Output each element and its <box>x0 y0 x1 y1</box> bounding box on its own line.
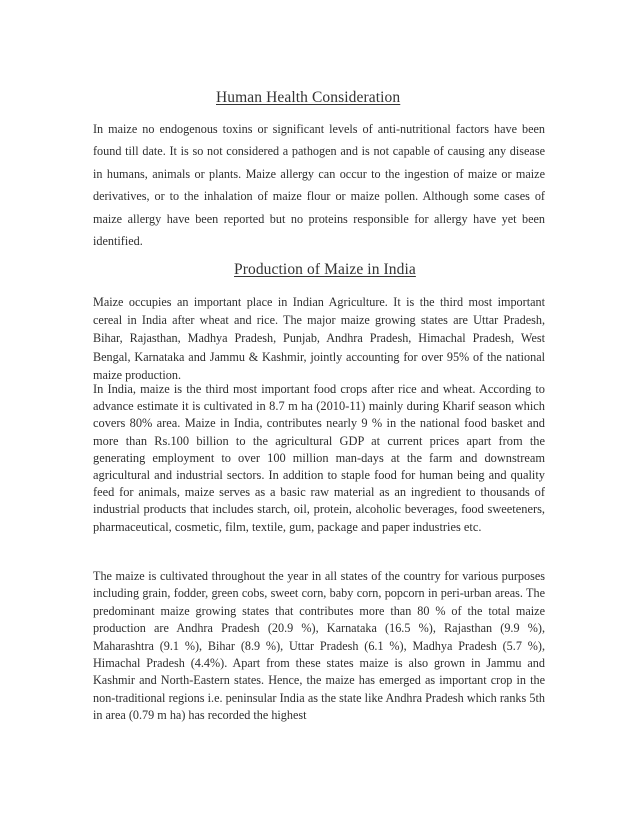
paragraph-human-health: In maize no endogenous toxins or significant levels of anti-nutritional factors have been found till date. It is so not considered a pathogen and is not capable of causing any disease in humans, animals or plants. Maize allergy can occur to the ingestion of maize or maize derivatives, or to the inhalation of maize flour or maize pollen. Although some cases of maize allergy have been reported but no proteins responsible for allergy have yet been identified. <box>93 122 545 249</box>
paragraph-maize-cultivation: The maize is cultivated throughout the year in all states of the country for various purposes including grain, fodder, green cobs, sweet corn, baby corn, popcorn in peri-urban areas. The predominant maize growing states that contributes more than 80 % of the total maize production are Andhra Pradesh (20.9 %), Karnataka (16.5 %), Rajasthan (9.9 %), Maharashtra (9.1 %), Bihar (8.9 %), Uttar Pradesh (6.1 %), Madhya Pradesh (5.7 %), Himachal Pradesh (4.4%). Apart from these states maize is also grown in Jammu and Kashmir and North-Eastern states. Hence, the maize has emerged as important crop in the non-traditional regions i.e. peninsular India as the state like Andhra Pradesh which ranks 5th in area (0.79 m ha) has recorded the highest <box>93 569 545 723</box>
paragraph-maize-importance: Maize occupies an important place in Indian Agriculture. It is the third most important cereal in India after wheat and rice. The major maize growing states are Uttar Pradesh, Bihar, Rajasthan, Madhya Pradesh, Punjab, Andhra Pradesh, Himachal Pradesh, West Bengal, Karnataka and Jammu & Kashmir, jointly accounting for over 95% of the national maize production. <box>93 295 545 382</box>
section-title-human-health: Human Health Consideration <box>216 89 401 106</box>
section-title-maize-production: Production of Maize in India <box>234 261 416 278</box>
paragraph-maize-economy: In India, maize is the third most important food crops after rice and wheat. According to advance estimate it is cultivated in 8.7 m ha (2010-11) mainly during Kharif season which covers 80% area. Maize in India, contributes nearly 9 % in the national food basket and more than Rs.100 billion to the agricultural GDP at current prices apart from the generating employment to over 100 million man-days at the farm and downstream agricultural and industrial sectors. In addition to staple food for human being and quality feed for animals, maize serves as a basic raw material as an ingredient to thousands of industrial products that includes starch, oil, protein, alcoholic beverages, food sweeteners, pharmaceutical, cosmetic, film, textile, gum, package and paper industries etc. <box>93 382 545 534</box>
